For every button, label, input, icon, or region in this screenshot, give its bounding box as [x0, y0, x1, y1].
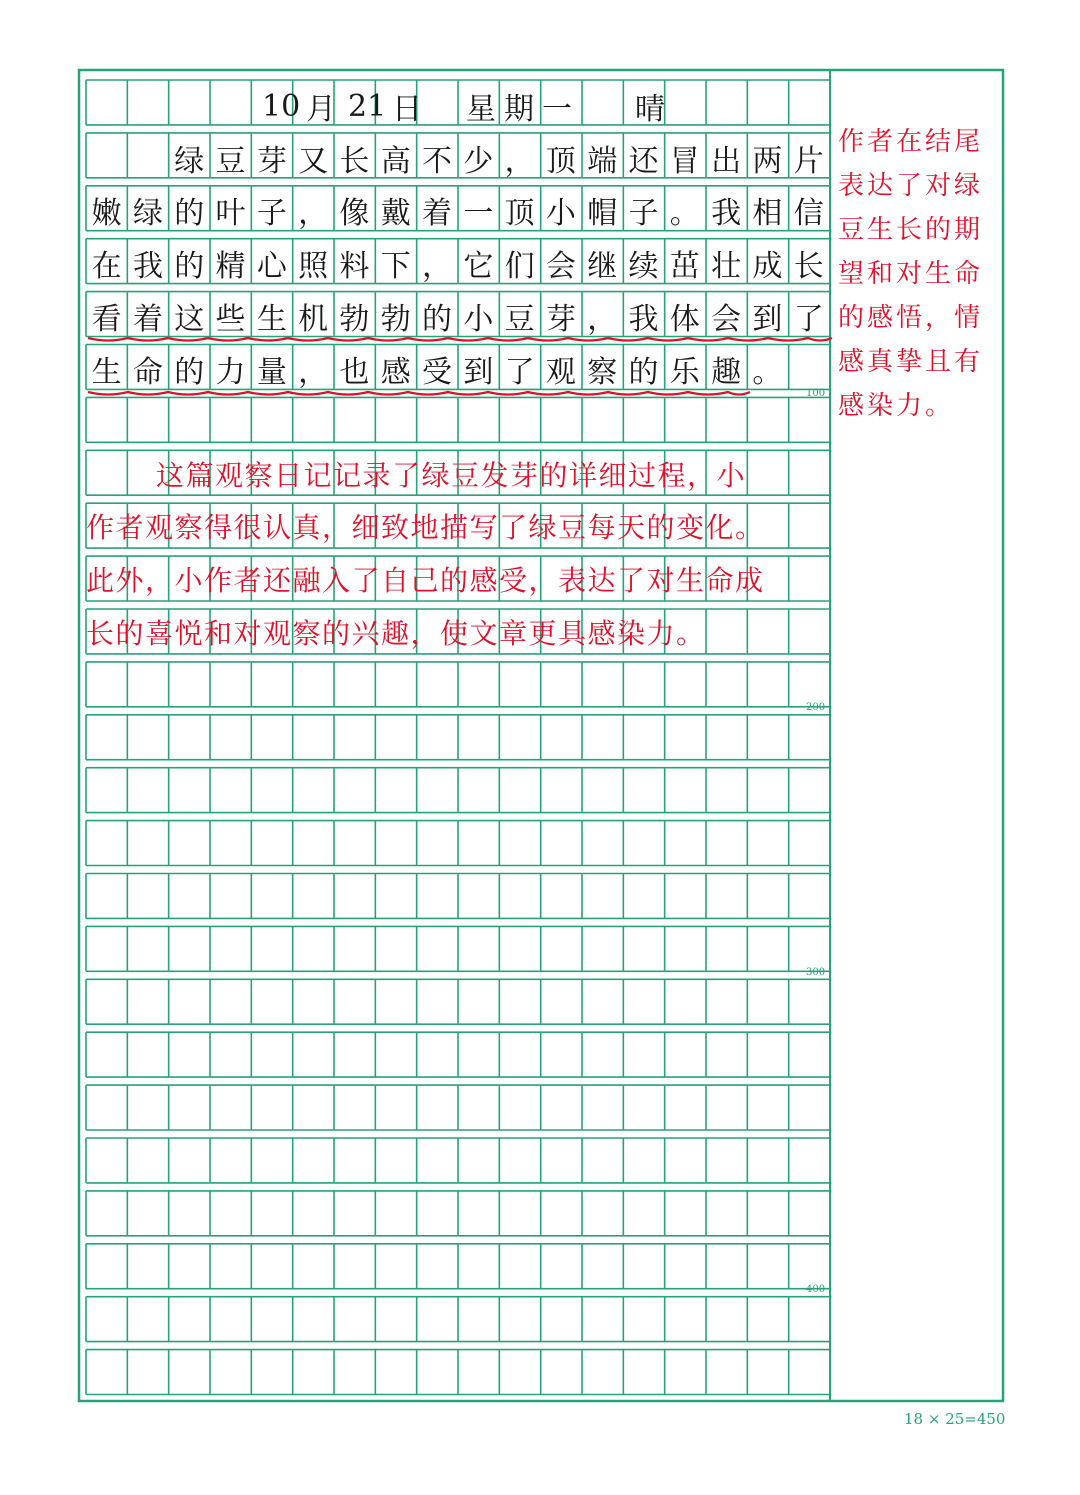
grid-character: 生: [256, 302, 287, 337]
grid-character: 乐: [669, 355, 700, 390]
diary-line-4: [86, 290, 830, 342]
comment-line-4: 长的喜悦和对观察的兴趣，使文章更具感染力。: [86, 617, 706, 650]
diary-line-3: [86, 237, 830, 289]
grid-character: 像: [339, 196, 370, 231]
grid-character: 们: [504, 249, 535, 284]
grid-character: 勃: [380, 302, 411, 337]
grid-character: 在: [91, 249, 122, 284]
grid-character: 勃: [339, 302, 370, 337]
side-note-line: 豆生长的期: [838, 215, 984, 245]
grid-character: 我: [132, 249, 163, 284]
grid-character: [829, 188, 830, 232]
grid-character: 察: [587, 355, 618, 390]
grid-character: [829, 241, 830, 285]
grid-character: 冒: [669, 144, 700, 179]
date-weekday: 星期一: [466, 92, 580, 127]
grid-character: 观: [545, 355, 576, 390]
grid-character: 的: [174, 196, 205, 231]
grid-character: 出: [711, 144, 742, 179]
grid-character: 我: [711, 196, 742, 231]
grid-character: 机: [298, 302, 329, 337]
side-note-line: 感染力。: [838, 391, 955, 421]
grid-character: 照: [298, 249, 329, 284]
grid-character: 到: [752, 302, 783, 337]
date-day-char: 日: [392, 92, 422, 127]
date-weather: 晴: [635, 92, 665, 127]
comment-line-1: 这篇观察日记记录了绿豆发芽的详细过程，小: [156, 459, 747, 492]
grid-character: 下: [380, 249, 411, 284]
grid-character: 的: [174, 355, 205, 390]
grid-character: 子: [628, 196, 659, 231]
grid-character: 少: [463, 144, 494, 179]
grid-character: ，: [504, 144, 535, 179]
grid-character: 体: [669, 302, 700, 337]
grid-character: 子: [256, 196, 287, 231]
grid-counter-300: 300: [806, 967, 826, 978]
grid-character: 的: [628, 355, 659, 390]
grid-character: 。: [669, 196, 700, 231]
grid-character: 绿: [174, 144, 205, 179]
diary-line-2-text: [86, 188, 830, 232]
grid-character: 感: [380, 355, 411, 390]
grid-character: 一: [463, 196, 494, 231]
grid-character: 心: [256, 249, 287, 284]
grid-character: 成: [752, 249, 783, 284]
grid-character: 豆: [215, 144, 246, 179]
side-note-line: 作者在结尾: [838, 127, 984, 157]
grid-character: 会: [545, 249, 576, 284]
grid-character: 受: [422, 355, 453, 390]
grid-character: 信: [793, 196, 824, 231]
grid-character: 料: [339, 249, 370, 284]
grid-character: 这: [174, 302, 205, 337]
grid-character: 小: [463, 302, 494, 337]
grid-character: 叶: [215, 196, 246, 231]
side-note-line: 望和对生命: [838, 259, 984, 289]
grid-character: 继: [587, 249, 618, 284]
grid-character: 着: [422, 196, 453, 231]
grid-character: 力: [215, 355, 246, 390]
grid-character: 还: [628, 144, 659, 179]
grid-character: 会: [711, 302, 742, 337]
grid-character: ，: [298, 355, 329, 390]
grid-character: 也: [339, 355, 370, 390]
grid-character: 片: [793, 144, 824, 179]
grid-character: 到: [463, 355, 494, 390]
side-note-line: 表达了对绿: [838, 171, 984, 201]
date-day-number: 21: [348, 88, 387, 124]
side-margin-note: [838, 120, 1002, 428]
grid-character: 趣: [711, 355, 742, 390]
diary-line-1-text: [169, 136, 830, 180]
grid-character: 长: [793, 249, 824, 284]
grid-character: 小: [545, 196, 576, 231]
diary-line-4-text: [86, 294, 829, 338]
grid-character: 它: [463, 249, 494, 284]
side-note-line: 的感悟，情: [838, 303, 984, 333]
grid-character: 又: [298, 144, 329, 179]
grid-character: 顶: [545, 144, 576, 179]
grid-counter-100: 100: [806, 388, 826, 399]
diary-line-5-text: [86, 347, 788, 391]
grid-character: 高: [380, 144, 411, 179]
grid-character: 量: [256, 355, 287, 390]
grid-character: 芽: [545, 302, 576, 337]
grid-character: 帽: [587, 196, 618, 231]
grid-character: 了: [793, 302, 824, 337]
grid-counter-400: 400: [806, 1284, 826, 1295]
grid-counter-200: 200: [806, 702, 826, 713]
grid-character: 了: [504, 355, 535, 390]
grid-character: 着: [132, 302, 163, 337]
grid-character: 生: [91, 355, 122, 390]
grid-character: 端: [587, 144, 618, 179]
grid-character: ，: [422, 249, 453, 284]
grid-character: 命: [132, 355, 163, 390]
grid-character: 不: [422, 144, 453, 179]
comment-line-2: 作者观察得很认真，细致地描写了绿豆每天的变化。: [86, 511, 765, 544]
grid-character: 两: [752, 144, 783, 179]
grid-character: 精: [215, 249, 246, 284]
grid-character: 些: [215, 302, 246, 337]
grid-character: 。: [752, 355, 783, 390]
grid-character: ，: [298, 196, 329, 231]
side-note-line: 感真挚且有: [838, 347, 984, 377]
diary-line-3-text: [86, 241, 830, 285]
date-month-char: 月: [306, 92, 336, 127]
grid-character: 壮: [711, 249, 742, 284]
date-month-number: 10: [262, 88, 301, 124]
diary-line-5: [86, 343, 830, 395]
grid-capacity-formula: 18 × 25=450: [904, 1410, 1006, 1428]
grid-character: 的: [422, 302, 453, 337]
grid-character: 豆: [504, 302, 535, 337]
comment-line-3: 此外，小作者还融入了自己的感受，表达了对生命成: [86, 564, 765, 597]
grid-character: ，: [587, 302, 618, 337]
grid-character: 戴: [380, 196, 411, 231]
grid-character: 嫩: [91, 196, 122, 231]
diary-line-2: [86, 184, 830, 236]
grid-character: 续: [628, 249, 659, 284]
grid-character: 看: [91, 302, 122, 337]
grid-character: 茁: [669, 249, 700, 284]
grid-character: 芽: [256, 144, 287, 179]
grid-character: 的: [174, 249, 205, 284]
grid-character: 我: [628, 302, 659, 337]
grid-character: 相: [752, 196, 783, 231]
grid-character: 绿: [132, 196, 163, 231]
grid-character: 顶: [504, 196, 535, 231]
diary-line-1: [86, 132, 830, 184]
grid-character: 长: [339, 144, 370, 179]
